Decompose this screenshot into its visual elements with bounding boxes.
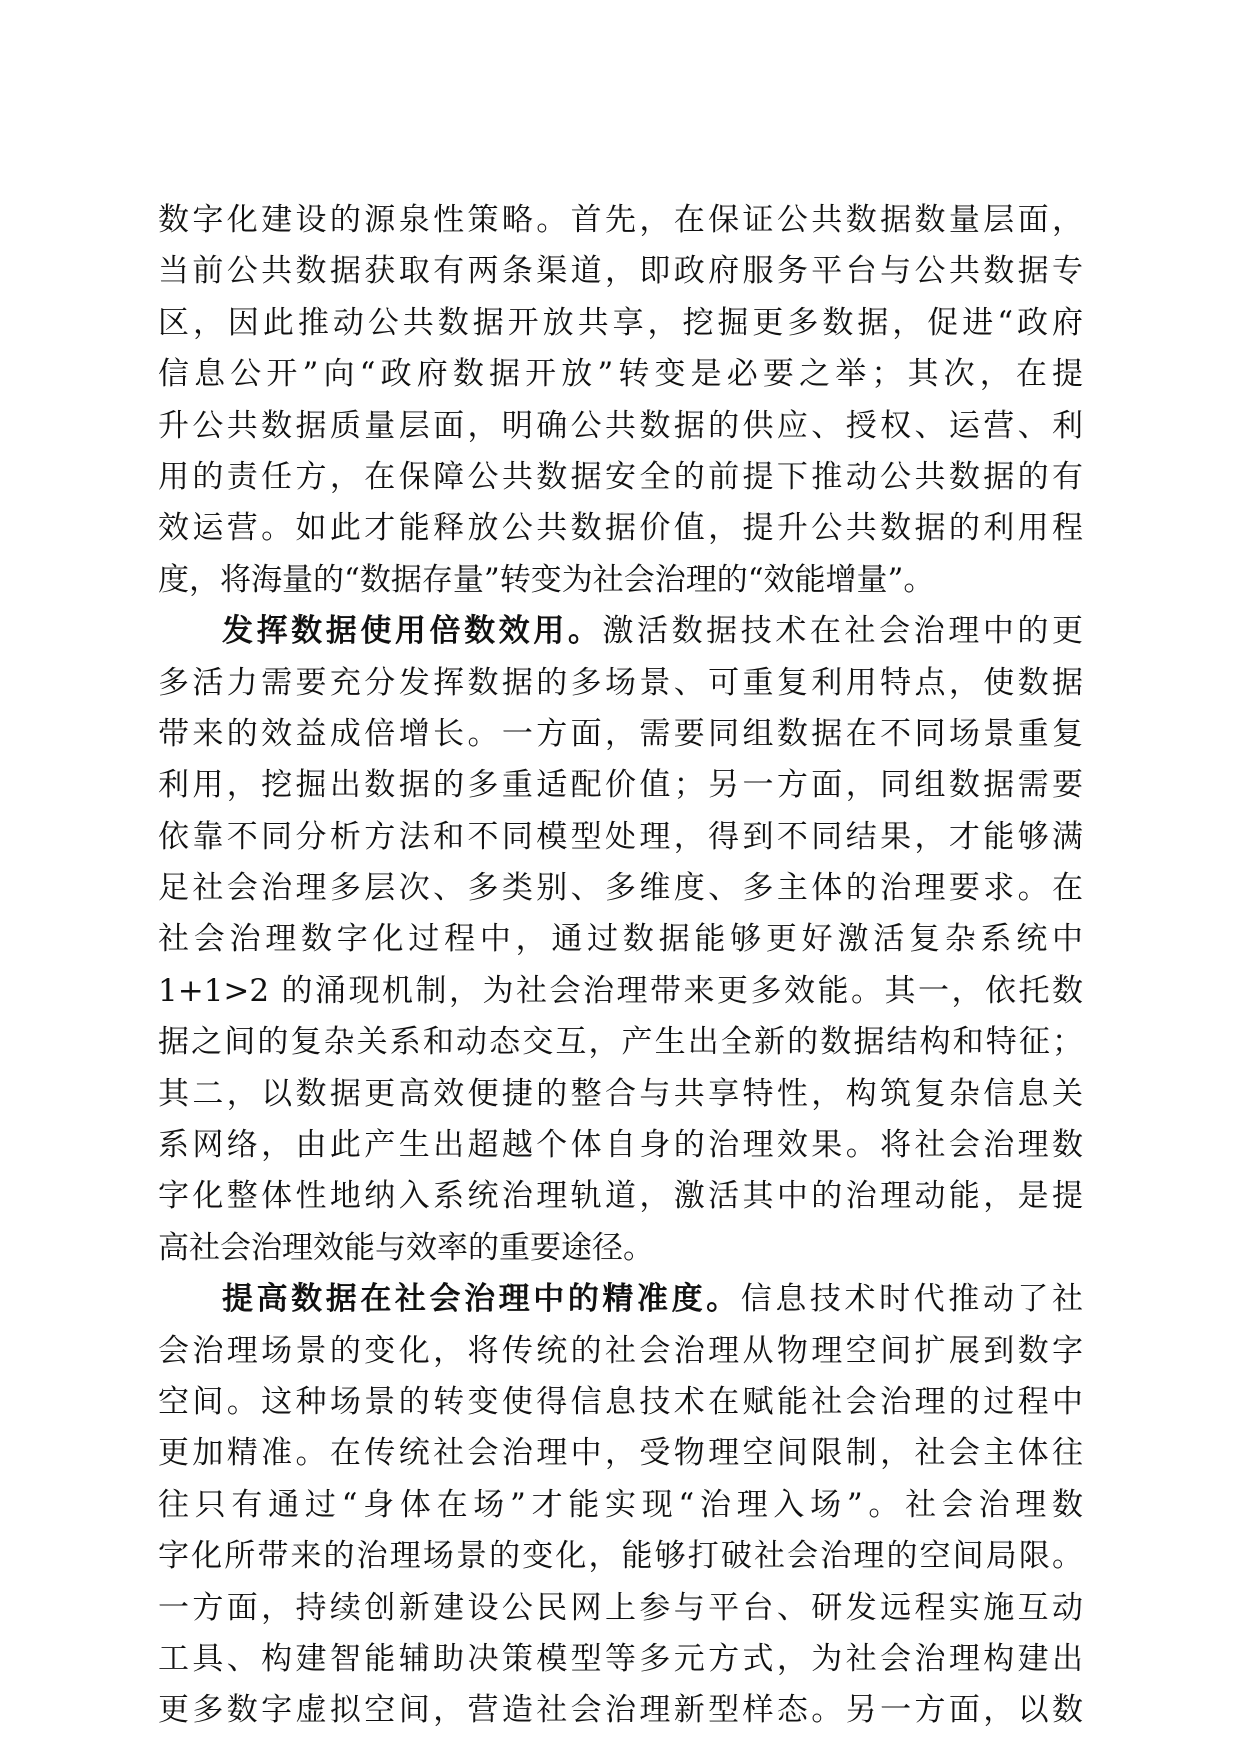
text-line: 字化整体性地纳入系统治理轨道，激活其中的治理动能，是提 xyxy=(158,1178,1083,1215)
paragraph-first-line xyxy=(158,606,1083,657)
paragraph-first-line xyxy=(158,1274,1083,1325)
text-line: 多活力需要充分发挥数据的多场景、可重复利用特点，使数据 xyxy=(158,664,1083,701)
text-line: 信息公开”向“政府数据开放”转变是必要之举；其次，在提 xyxy=(158,356,1083,393)
text-line: 一方面，持续创新建设公民网上参与平台、研发远程实施互动 xyxy=(158,1589,1083,1626)
text-line: 数字化建设的源泉性策略。首先，在保证公共数据数量层面， xyxy=(158,202,1083,238)
text-line: 会治理场景的变化，将传统的社会治理从物理空间扩展到数字 xyxy=(158,1332,1083,1369)
text-line: 更加精准。在传统社会治理中，受物理空间限制，社会主体往 xyxy=(158,1435,1083,1472)
text-line: 效运营。如此才能释放公共数据价值，提升公共数据的利用程 xyxy=(158,510,1083,547)
text-line: 系网络，由此产生出超越个体自身的治理效果。将社会治理数 xyxy=(158,1127,1083,1164)
text-line: 区，因此推动公共数据开放共享，挖掘更多数据，促进“政府 xyxy=(158,304,1083,341)
text-line: 带来的效益成倍增长。一方面，需要同组数据在不同场景重复 xyxy=(158,715,1083,752)
text-line: 依靠不同分析方法和不同模型处理，得到不同结果，才能够满 xyxy=(158,818,1083,855)
body-text xyxy=(158,195,1083,1737)
text-line: 升公共数据质量层面，明确公共数据的供应、授权、运营、利 xyxy=(158,407,1083,444)
text-line: 度，将海量的“数据存量”转变为社会治理的“效能增量”。 xyxy=(158,561,935,598)
text-line: 1+1>2 的涌现机制，为社会治理带来更多效能。其一，依托数 xyxy=(158,972,1083,1009)
text-line: 利用，挖掘出数据的多重适配价值；另一方面，同组数据需要 xyxy=(158,767,1083,804)
text-line: 字化所带来的治理场景的变化，能够打破社会治理的空间局限。 xyxy=(158,1538,1083,1575)
text-line: 据之间的复杂关系和动态交互，产生出全新的数据结构和特征； xyxy=(158,1024,1083,1061)
text-line: 当前公共数据获取有两条渠道，即政府服务平台与公共数据专 xyxy=(158,253,1083,290)
paragraph-heading: 提高数据在社会治理中的精准度。 xyxy=(222,1281,741,1318)
text-line: 工具、构建智能辅助决策模型等多元方式，为社会治理构建出 xyxy=(158,1640,1083,1677)
text-line: 其二，以数据更高效便捷的整合与共享特性，构筑复杂信息关 xyxy=(158,1075,1083,1112)
text-line: 更多数字虚拟空间，营造社会治理新型样态。另一方面，以数 xyxy=(158,1692,1083,1729)
text-line: 高社会治理效能与效率的重要途径。 xyxy=(158,1229,654,1266)
text-line: 空间。这种场景的转变使得信息技术在赋能社会治理的过程中 xyxy=(158,1383,1083,1420)
paragraph-heading: 发挥数据使用倍数效用。 xyxy=(222,613,603,650)
text-line: 社会治理数字化过程中，通过数据能够更好激活复杂系统中 xyxy=(158,921,1083,958)
text-span: 激活数据技术在社会治理中的更 xyxy=(602,613,1084,650)
text-span: 信息技术时代推动了社 xyxy=(740,1281,1083,1318)
text-line: 用的责任方，在保障公共数据安全的前提下推动公共数据的有 xyxy=(158,458,1083,495)
text-line: 足社会治理多层次、多类别、多维度、多主体的治理要求。在 xyxy=(158,870,1083,907)
text-line: 往只有通过“身体在场”才能实现“治理入场”。社会治理数 xyxy=(158,1486,1083,1523)
